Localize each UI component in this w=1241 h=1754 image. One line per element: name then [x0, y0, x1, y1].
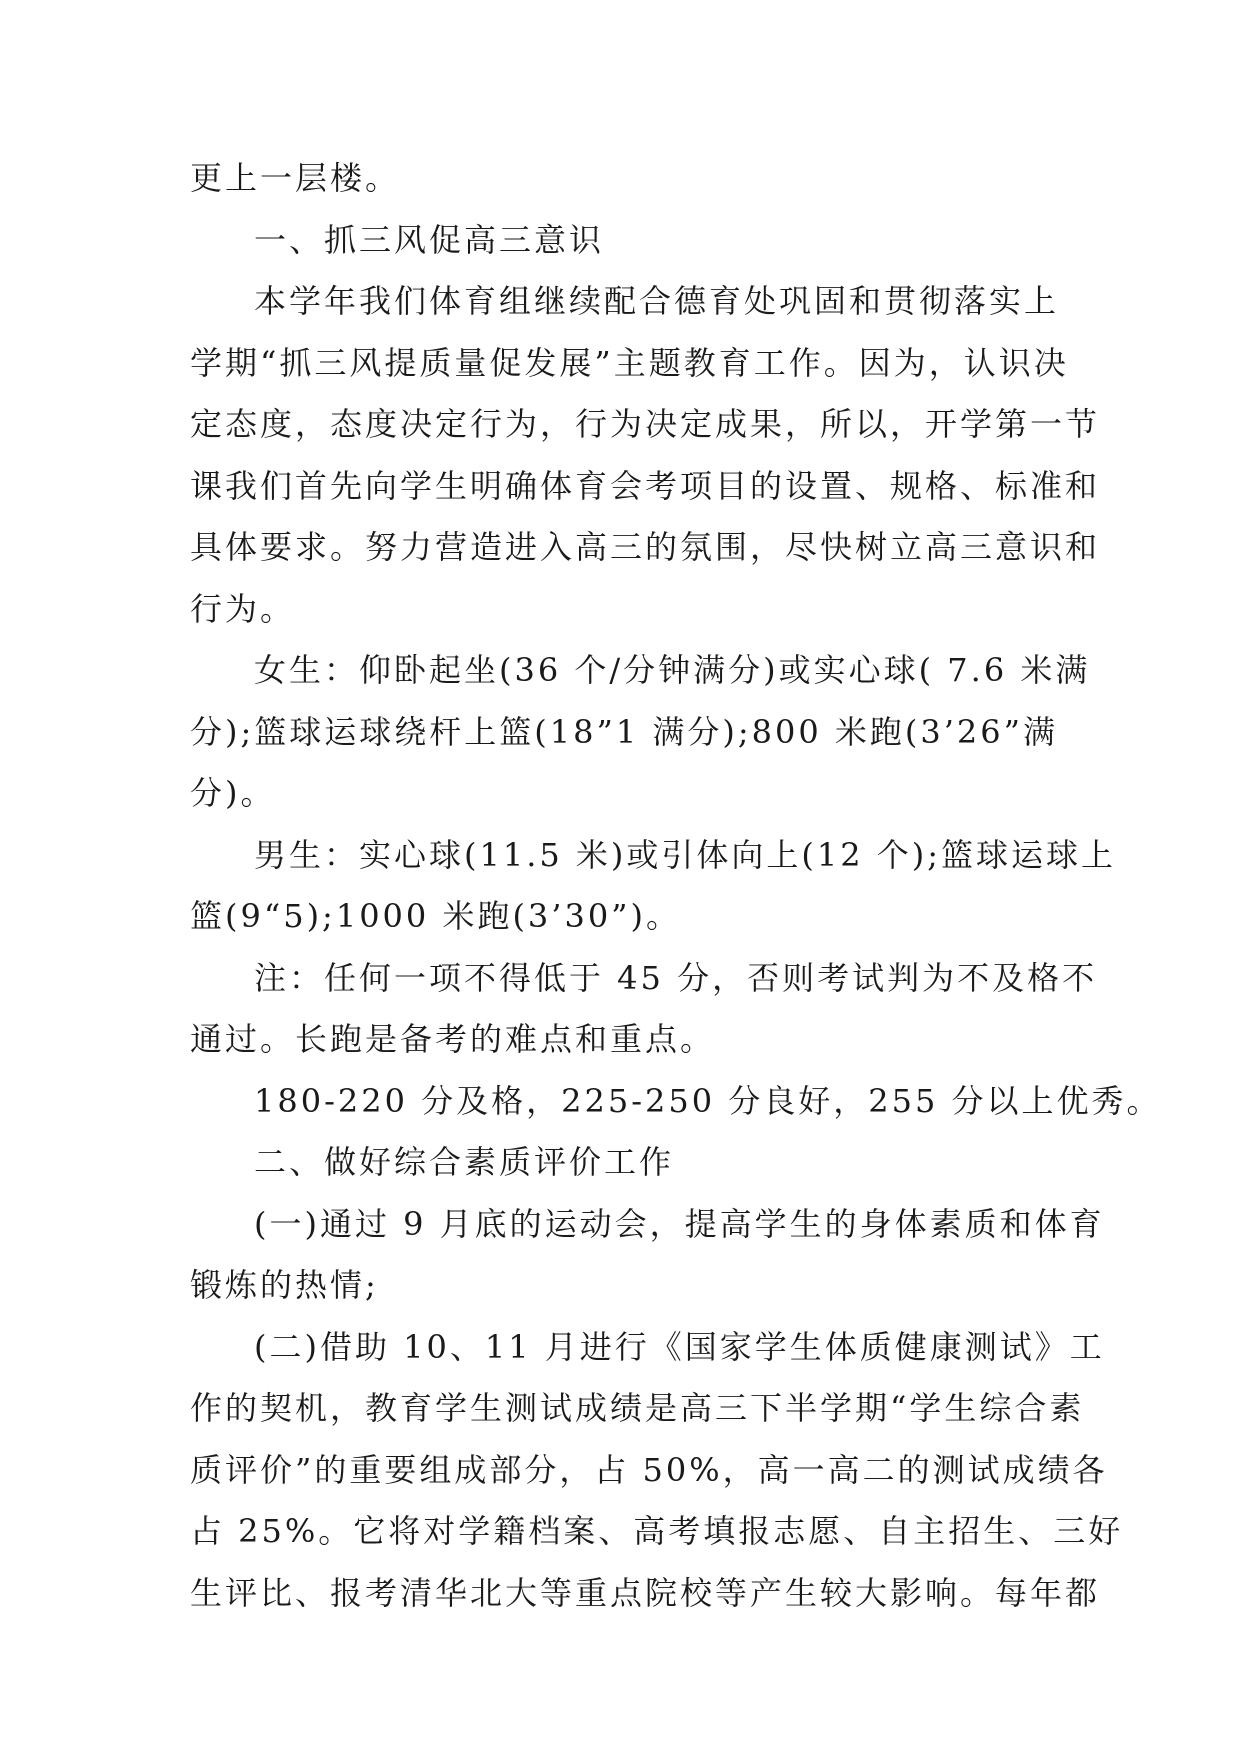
text-line: 作的契机，教育学生测试成绩是高三下半学期“学生综合素	[190, 1389, 1085, 1427]
text-line: 锻炼的热情;	[190, 1266, 379, 1304]
text-line: 180-220 分及格，225-250 分良好，255 分以上优秀。	[254, 1081, 1162, 1120]
text-line: 占 25%。它将对学籍档案、高考填报志愿、自主招生、三好	[190, 1512, 1124, 1550]
text-line: 更上一层楼。	[190, 159, 401, 197]
text-line: 通过。长跑是备考的难点和重点。	[190, 1020, 716, 1058]
text-line: (二)借助 10、11 月进行《国家学生体质健康测试》工	[254, 1327, 1105, 1366]
section-heading: 二、做好综合素质评价工作	[254, 1143, 675, 1181]
text-line: 本学年我们体育组继续配合德育处巩固和贯彻落实上	[254, 282, 1060, 320]
text-line: 学期“抓三风提质量促发展”主题教育工作。因为，认识决	[190, 343, 1069, 382]
text-line: 男生：实心球(11.5 米)或引体向上(12 个);篮球运球上	[254, 835, 1117, 874]
text-line: 生评比、报考清华北大等重点院校等产生较大影响。每年都	[190, 1573, 1101, 1612]
text-line: 女生：仰卧起坐(36 个/分钟满分)或实心球( 7.6 米满	[254, 651, 1091, 689]
section-heading: 一、抓三风促高三意识	[254, 220, 605, 259]
text-line: 行为。	[190, 589, 296, 628]
text-line: 定态度，态度决定行为，行为决定成果，所以，开学第一节	[190, 405, 1101, 443]
body-text	[190, 148, 1162, 1624]
text-line: 篮(9“5);1000 米跑(3’30”)。	[190, 897, 682, 935]
text-line: 分)。	[190, 774, 276, 812]
text-line: 具体要求。努力营造进入高三的氛围，尽快树立高三意识和	[190, 528, 1101, 566]
text-line: 课我们首先向学生明确体育会考项目的设置、规格、标准和	[190, 466, 1101, 505]
text-line: 质评价”的重要组成部分，占 50%，高一高二的测试成绩各	[190, 1450, 1108, 1489]
text-line: 注：任何一项不得低于 45 分，否则考试判为不及格不	[254, 958, 1098, 997]
text-line: 分);篮球运球绕杆上篮(18”1 满分);800 米跑(3’26”满	[190, 712, 1058, 751]
text-line: (一)通过 9 月底的运动会，提高学生的身体素质和体育	[254, 1204, 1105, 1243]
